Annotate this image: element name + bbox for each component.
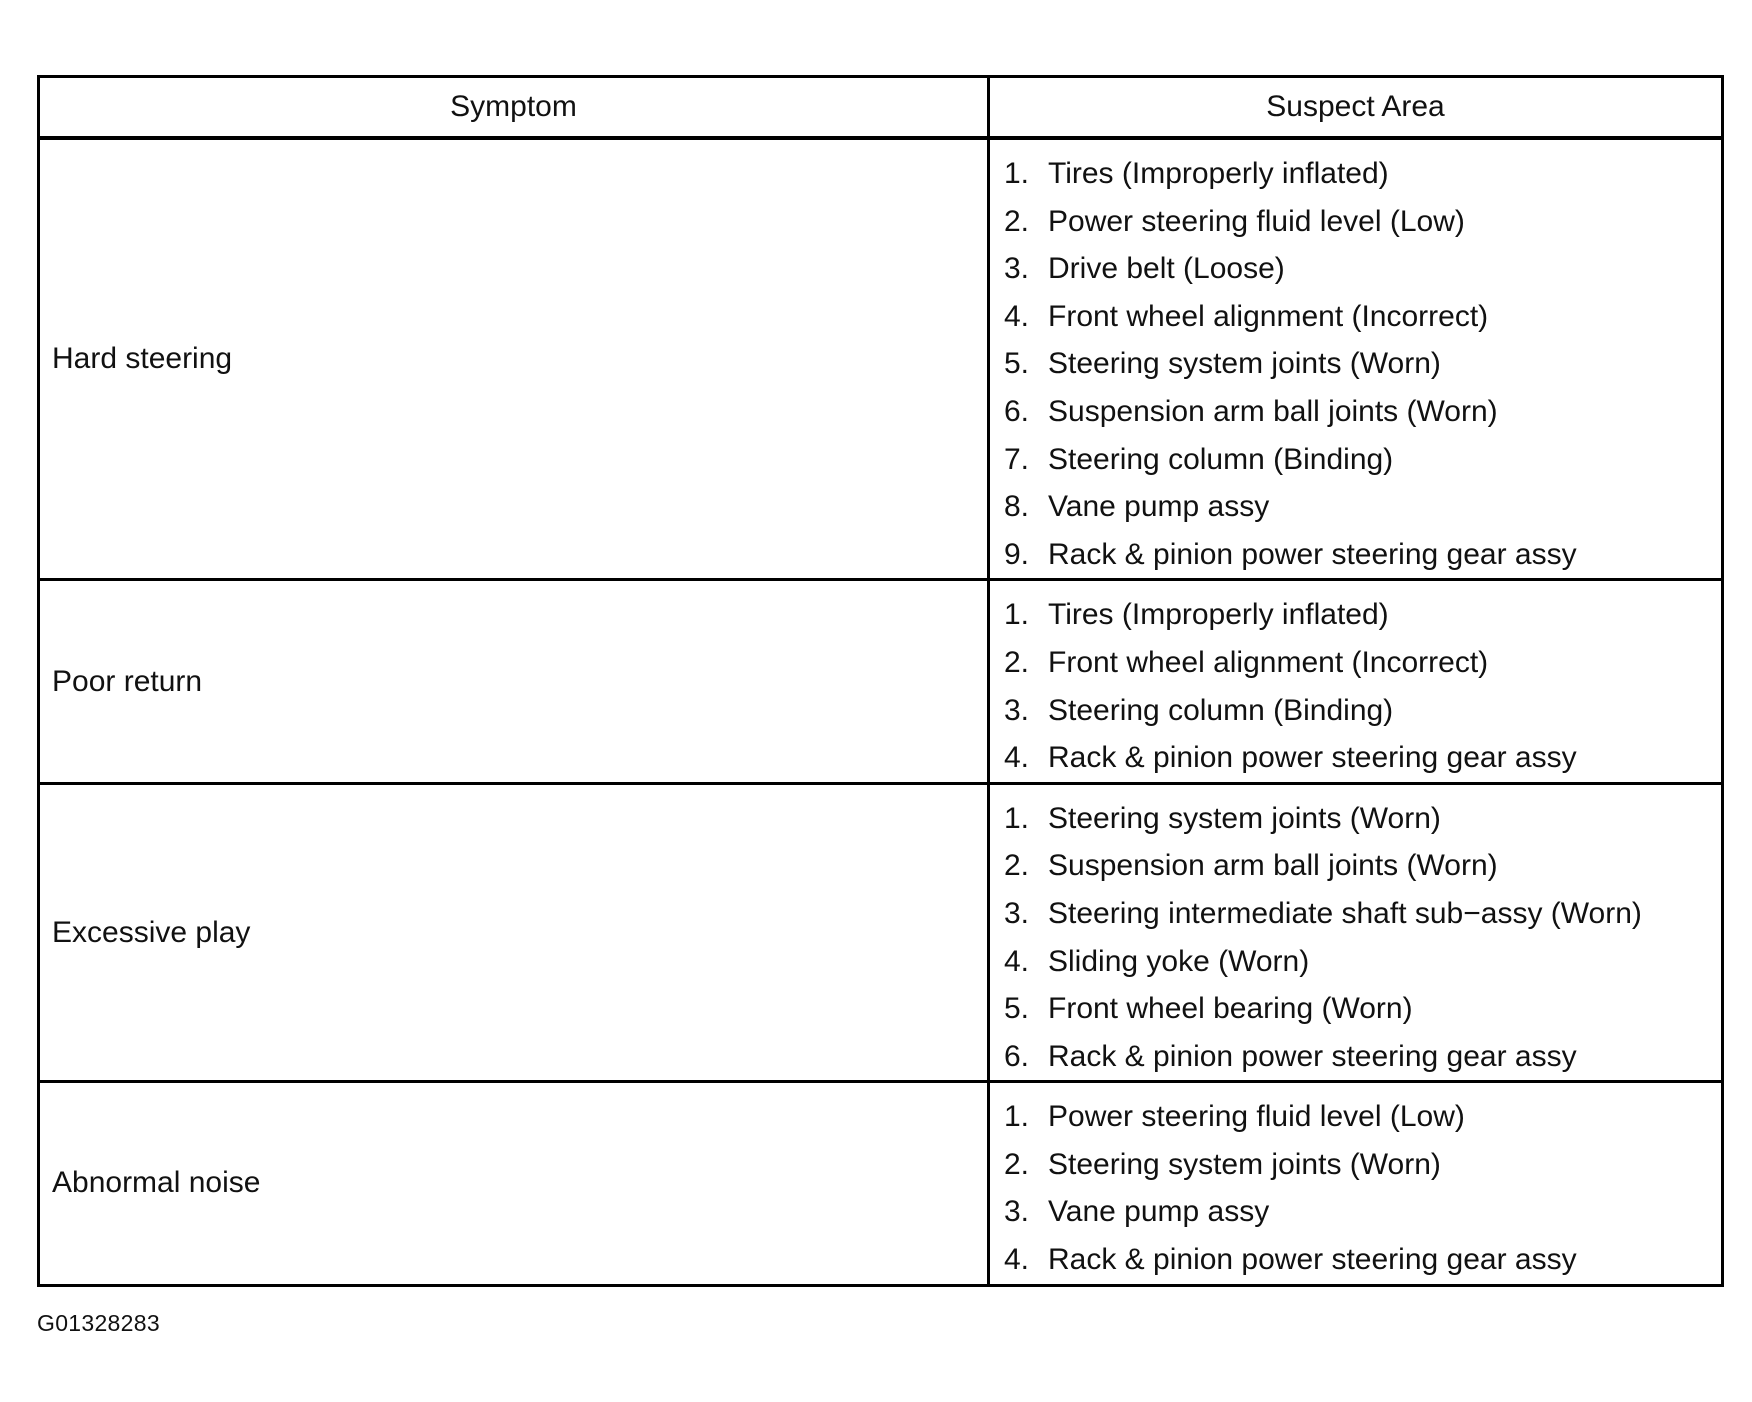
suspect-item <box>1004 1141 1721 1189</box>
suspect-item <box>1004 198 1721 246</box>
suspect-item-number: 2. <box>1004 849 1030 883</box>
suspect-item-text: Steering intermediate shaft sub−assy (Worn) <box>1048 896 1642 930</box>
suspect-item-number: 4. <box>1004 741 1030 775</box>
suspect-item-number: 2. <box>1004 1147 1030 1181</box>
suspect-list <box>1004 795 1721 1081</box>
symptom-cell: Hard steering <box>39 138 989 580</box>
suspect-item-text: Steering column (Binding) <box>1048 693 1394 727</box>
suspect-item-text: Steering system joints (Worn) <box>1048 1147 1441 1181</box>
suspect-item-number: 6. <box>1004 394 1030 428</box>
suspect-area-cell <box>989 783 1723 1082</box>
suspect-item <box>1004 591 1721 639</box>
suspect-item-number: 4. <box>1004 299 1030 333</box>
suspect-item <box>1004 687 1721 735</box>
column-header-suspect-area: Suspect Area <box>989 77 1723 139</box>
suspect-item-number: 9. <box>1004 537 1030 571</box>
suspect-item-text: Power steering fluid level (Low) <box>1048 204 1465 238</box>
suspect-item-text: Front wheel alignment (Incorrect) <box>1048 299 1489 333</box>
table-row <box>39 1082 1723 1285</box>
suspect-item-number: 1. <box>1004 598 1030 632</box>
suspect-item-number: 3. <box>1004 693 1030 727</box>
suspect-item <box>1004 938 1721 986</box>
table-row <box>39 783 1723 1082</box>
suspect-item-text: Vane pump assy <box>1048 490 1270 524</box>
suspect-item-text: Tires (Improperly inflated) <box>1048 598 1389 632</box>
suspect-item-number: 1. <box>1004 801 1030 835</box>
suspect-area-cell <box>989 1082 1723 1285</box>
suspect-item <box>1004 531 1721 579</box>
suspect-item <box>1004 1236 1721 1284</box>
suspect-list <box>1004 591 1721 781</box>
suspect-item-text: Steering column (Binding) <box>1048 442 1394 476</box>
suspect-item-number: 4. <box>1004 1243 1030 1277</box>
suspect-item-number: 6. <box>1004 1039 1030 1073</box>
suspect-area-cell <box>989 580 1723 783</box>
figure-code: G01328283 <box>37 1310 160 1336</box>
suspect-area-cell <box>989 138 1723 580</box>
suspect-item <box>1004 388 1721 436</box>
suspect-item <box>1004 1093 1721 1141</box>
symptom-cell: Poor return <box>39 580 989 783</box>
suspect-item-text: Rack & pinion power steering gear assy <box>1048 1039 1577 1073</box>
suspect-item-number: 7. <box>1004 442 1030 476</box>
suspect-item-text: Rack & pinion power steering gear assy <box>1048 741 1577 775</box>
suspect-item-number: 5. <box>1004 992 1030 1026</box>
suspect-item-number: 2. <box>1004 645 1030 679</box>
column-header-symptom: Symptom <box>39 77 989 139</box>
suspect-item-text: Steering system joints (Worn) <box>1048 801 1441 835</box>
suspect-item <box>1004 1033 1721 1081</box>
symptom-cell: Excessive play <box>39 783 989 1082</box>
suspect-item <box>1004 483 1721 531</box>
suspect-item-number: 3. <box>1004 1195 1030 1229</box>
suspect-item-text: Tires (Improperly inflated) <box>1048 157 1389 190</box>
suspect-item-number: 1. <box>1004 157 1030 190</box>
suspect-item <box>1004 639 1721 687</box>
suspect-item <box>1004 985 1721 1033</box>
table-body <box>39 138 1723 1285</box>
suspect-item <box>1004 150 1721 198</box>
suspect-item-number: 3. <box>1004 896 1030 930</box>
suspect-item-text: Steering system joints (Worn) <box>1048 347 1441 381</box>
symptom-cell: Abnormal noise <box>39 1082 989 1285</box>
suspect-item <box>1004 436 1721 484</box>
table-row <box>39 580 1723 783</box>
suspect-item-number: 3. <box>1004 252 1030 286</box>
suspect-item <box>1004 293 1721 341</box>
suspect-item-text: Suspension arm ball joints (Worn) <box>1048 849 1498 883</box>
suspect-item <box>1004 340 1721 388</box>
suspect-item <box>1004 795 1721 843</box>
suspect-item-number: 4. <box>1004 944 1030 978</box>
suspect-item-number: 8. <box>1004 490 1030 524</box>
suspect-item-text: Vane pump assy <box>1048 1195 1270 1229</box>
suspect-item-number: 1. <box>1004 1100 1030 1134</box>
suspect-item-text: Drive belt (Loose) <box>1048 252 1285 286</box>
suspect-list <box>1004 150 1721 578</box>
suspect-item-text: Rack & pinion power steering gear assy <box>1048 1243 1577 1277</box>
suspect-item-number: 2. <box>1004 204 1030 238</box>
table-row <box>39 138 1723 580</box>
suspect-item-text: Rack & pinion power steering gear assy <box>1048 537 1577 571</box>
suspect-item-text: Power steering fluid level (Low) <box>1048 1100 1465 1134</box>
suspect-item-text: Suspension arm ball joints (Worn) <box>1048 394 1498 428</box>
suspect-item-text: Sliding yoke (Worn) <box>1048 944 1310 978</box>
suspect-item-text: Front wheel alignment (Incorrect) <box>1048 645 1489 679</box>
suspect-item-text: Front wheel bearing (Worn) <box>1048 992 1413 1026</box>
suspect-item-number: 5. <box>1004 347 1030 381</box>
suspect-item <box>1004 842 1721 890</box>
suspect-list <box>1004 1093 1721 1283</box>
table-header-row <box>39 77 1723 139</box>
diagnosis-table <box>37 75 1724 1287</box>
suspect-item <box>1004 1188 1721 1236</box>
suspect-item <box>1004 890 1721 938</box>
suspect-item <box>1004 245 1721 293</box>
suspect-item <box>1004 734 1721 782</box>
